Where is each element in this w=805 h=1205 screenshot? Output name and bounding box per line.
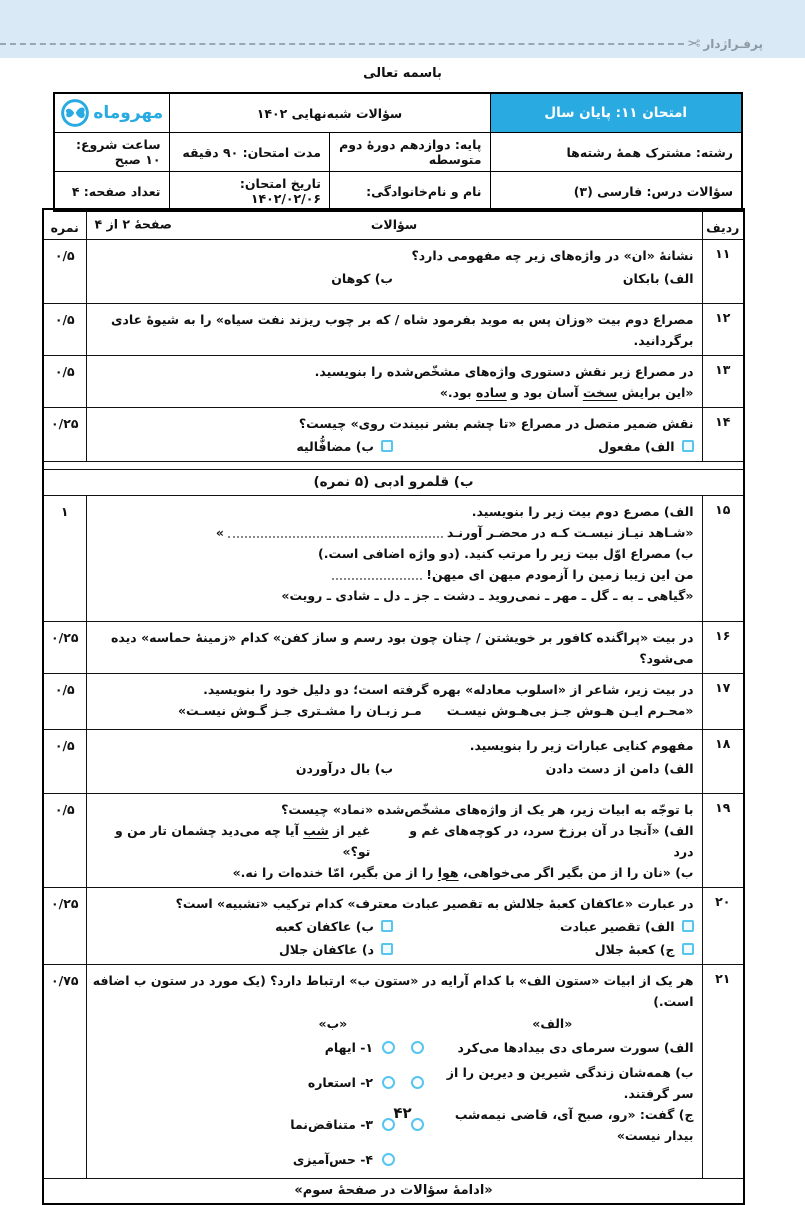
option-b: ب) عاکفان کعبه (275, 918, 374, 934)
question-20-row (43, 887, 744, 964)
symbol-word: هوا (437, 864, 459, 880)
verse-line: ب) «نان را از من بگیر اگر می‌خواهی، هوا را از من بگیر، امّا خنده‌ات را نه.» (232, 864, 694, 880)
row-number-header: ردیف (702, 209, 744, 239)
column-b-item: ۲- استعاره (307, 1075, 374, 1090)
question-text: در مصراع زیر نقش دستوری واژه‌های مشخّص‌شده را بنویسید. (314, 363, 694, 379)
question-text: نشانهٔ «ان» در واژه‌های زیر چه مفهومی دارد؟ (411, 247, 694, 263)
column-b-item: ۱- ایهام (324, 1040, 374, 1055)
score-header: نمره (43, 209, 86, 239)
perforation-band (0, 0, 805, 58)
matching-headers (93, 1013, 694, 1034)
dashed-cut-line (0, 43, 684, 45)
option-a: الف) بابکان (622, 270, 694, 286)
page-indicator: صفحهٔ ۲ از ۴ (94, 216, 172, 232)
question-14-row (43, 407, 744, 461)
matching-row (93, 1034, 694, 1062)
question-score: ۰/۵ (43, 303, 86, 355)
question-part-a-label: الف) مصرع دوم بیت زیر را بنویسید. (471, 503, 694, 519)
question-17-row (43, 673, 744, 729)
column-a-header: «الف» (532, 1015, 573, 1031)
verse-line: «محـرم ایـن هـوش جـز بی‌هـوش نیسـت مـر زبـان را مشـتری جـز گـوش نیسـت» (177, 702, 694, 718)
question-text: مفهوم کنایی عبارات زیر را بنویسید. (469, 737, 694, 753)
publisher-logo (54, 93, 169, 133)
grade-level: پایه: دوازدهم دورهٔ دوم متوسطه (330, 133, 491, 172)
checkbox[interactable] (682, 920, 694, 932)
verse-line: «شـاهد نیـاز نیسـت کـه در محضـر آورنـد » (215, 524, 694, 540)
radio-circle[interactable] (382, 1041, 395, 1054)
scissors-icon: ✂ (686, 34, 701, 53)
checkbox[interactable] (381, 943, 393, 955)
radio-circle[interactable] (382, 1076, 395, 1089)
questions-header: سؤالات صفحهٔ ۲ از ۴ (86, 209, 702, 239)
question-15-row (43, 495, 744, 621)
question-number: ۱۶ (702, 621, 744, 673)
start-time: ساعت شروع: ۱۰ صبح (54, 133, 169, 172)
question-text: در بیت زیر، شاعر از «اسلوب معادله» بهره گرفته است؛ دو دلیل خود را بنویسید. (203, 681, 694, 697)
question-score: ۰/۵ (43, 793, 86, 887)
column-b-header: «ب» (318, 1015, 348, 1031)
question-11-row (43, 239, 744, 303)
question-18-row (43, 729, 744, 793)
question-text: در عبارت «عاکفان کعبهٔ جلالش به تقصیر عبادت معترف» کدام ترکیب «تشبیه» است؟ (175, 895, 694, 911)
question-part-b-label: ب) مصراع اوّل بیت زیر را مرتب کنید. (دو واژه اضافی است.) (318, 545, 694, 561)
question-text: در بیت «پراگنده کافور بر خویشتن / چنان چون بود رسم و ساز کفن» کدام «زمینهٔ حماسه» دیده می‌شود؟ (111, 629, 694, 666)
option-c: ج) کعبهٔ جلال (594, 941, 675, 957)
exam-date: تاریخ امتحان: ۱۴۰۲/۰۲/۰۶ (169, 172, 330, 212)
butterfly-icon (60, 98, 90, 128)
question-score: ۰/۵ (43, 729, 86, 793)
option-b: ب) مضافُّالیه (296, 438, 374, 454)
highlighted-word: ساده (475, 384, 507, 400)
verse-line: من این زیبا زمین را آزمودم میهن ای میهن! (93, 564, 694, 585)
section-header-b: ب) قلمرو ادبی (۵ نمره) (43, 469, 744, 495)
question-19-row (43, 793, 744, 887)
column-a-item: ب) همه‌شان زندگی شیرین و دیرین را از سر گرفتند. (446, 1064, 694, 1101)
bismillah: باسمه تعالی (363, 66, 442, 81)
cut-line (0, 36, 805, 52)
column-a-item: ج) گفت: «رو، صبح آی، قاضی نیمه‌شب بیدار نیست» (454, 1106, 694, 1143)
table-header-row (43, 209, 744, 239)
question-21-row (43, 964, 744, 1178)
footer-row (43, 1178, 744, 1204)
perforation-label: پرفـراژدار (703, 37, 763, 51)
symbol-word: شب (303, 822, 329, 838)
column-b-item: ۴- حس‌آمیزی (292, 1152, 374, 1167)
question-score: ۰/۵ (43, 355, 86, 407)
column-a-item: الف) سورت سرمای دی بیدادها می‌کرد (457, 1040, 694, 1055)
student-name-field[interactable]: نام و نام‌خانوادگی: (330, 172, 491, 212)
question-score: ۰/۲۵ (43, 887, 86, 964)
option-a: الف) دامن از دست دادن (545, 760, 694, 776)
page-number: ۴۲ (393, 1104, 412, 1122)
question-score: ۰/۵ (43, 673, 86, 729)
question-number: ۱۵ (702, 495, 744, 621)
question-number: ۲۱ (702, 964, 744, 1178)
exam-header-table (53, 92, 743, 212)
question-number: ۲۰ (702, 887, 744, 964)
page-count: تعداد صفحه: ۴ (54, 172, 169, 212)
checkbox[interactable] (682, 943, 694, 955)
quoted-verse: «این برایش سخت آسان بود و ساده بود.» (439, 384, 694, 400)
question-text: مصراع دوم بیت «وزان پس به موبد بفرمود شاه / که بر چوب ریزند نفت سیاه» را به شیوهٔ عادی برگردانید. (111, 311, 694, 348)
question-text: با توجّه به ابیات زیر، هر یک از واژه‌های مشخّص‌شده «نماد» چیست؟ (281, 801, 694, 817)
column-b-item: ۳- متناقض‌نما (290, 1117, 374, 1132)
question-13-row (43, 355, 744, 407)
question-16-row (43, 621, 744, 673)
answer-blank[interactable] (228, 536, 443, 538)
question-text: نقش ضمیر متصل در مصراع «تا چشم بشر نبیندت روی» چیست؟ (298, 415, 694, 431)
question-score: ۰/۵ (43, 239, 86, 303)
exam-badge: امتحان ۱۱: پایان سال (490, 93, 742, 133)
field-of-study: رشته: مشترک همهٔ رشته‌ها (490, 133, 742, 172)
question-12-row (43, 303, 744, 355)
answer-blank[interactable] (332, 578, 422, 580)
option-d: د) عاکفان جلال (278, 941, 374, 957)
exam-title: سؤالات شبه‌نهایی ۱۴۰۲ (169, 93, 490, 133)
continue-notice: «ادامهٔ سؤالات در صفحهٔ سوم» (43, 1178, 744, 1204)
question-number: ۱۳ (702, 355, 744, 407)
checkbox[interactable] (381, 440, 393, 452)
question-number: ۱۷ (702, 673, 744, 729)
question-score: ۰/۲۵ (43, 621, 86, 673)
question-number: ۱۴ (702, 407, 744, 461)
checkbox[interactable] (381, 920, 393, 932)
question-number: ۱۹ (702, 793, 744, 887)
question-number: ۱۱ (702, 239, 744, 303)
question-text: هر یک از ابیات «ستون الف» با کدام آرایه در «ستون ب» ارتباط دارد؟ (یک مورد در ستون ب اضافه است.) (92, 972, 694, 1009)
option-b: ب) بال درآوردن (295, 760, 393, 776)
option-a: الف) مفعول (598, 438, 675, 454)
question-score: ۰/۷۵ (43, 964, 86, 1178)
questions-table (42, 208, 745, 1205)
section-b-row (43, 469, 744, 495)
matching-row (93, 1062, 694, 1104)
word-bank: «گیاهی ـ به ـ گل ـ مهر ـ نمی‌روید ـ دشت ـ جز ـ دل ـ شادی ـ رویت» (281, 587, 694, 603)
verse-line: الف) «آنجا در آن برزخ سرد، در کوچه‌های غم و درد غیر از شب آیا چه می‌دید چشمان تار من و تو؟» (114, 822, 694, 859)
question-number: ۱۸ (702, 729, 744, 793)
option-b: ب) کوهان (331, 270, 393, 286)
question-number: ۱۲ (702, 303, 744, 355)
question-score: ۱ (43, 495, 86, 621)
subject-name: سؤالات درس: فارسی (۳) (490, 172, 742, 212)
radio-circle[interactable] (382, 1153, 395, 1166)
publisher-name: مهروماه (93, 103, 164, 123)
matching-row (93, 1146, 694, 1174)
radio-circle[interactable] (411, 1041, 424, 1054)
question-score: ۰/۲۵ (43, 407, 86, 461)
checkbox[interactable] (682, 440, 694, 452)
radio-circle[interactable] (411, 1076, 424, 1089)
option-a: الف) تقصیر عبادت (560, 918, 675, 934)
spacer-row (43, 461, 744, 469)
highlighted-word: سخت (582, 384, 618, 400)
exam-duration: مدت امتحان: ۹۰ دقیقه (169, 133, 330, 172)
